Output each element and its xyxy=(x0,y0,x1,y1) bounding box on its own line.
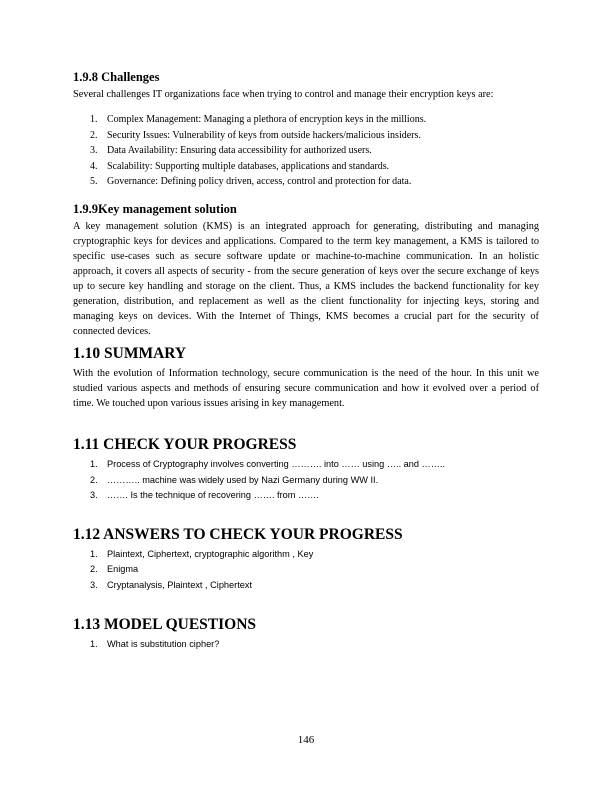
list-item: 1. Process of Cryptography involves converting ………. into …… using ….. and …….. xyxy=(90,458,446,469)
list-item: 2. Enigma xyxy=(90,564,139,575)
section-heading-answers: 1.12 ANSWERS TO CHECK YOUR PROGRESS xyxy=(73,525,403,543)
list-item: 3. Data Availability: Ensuring data accessibility for authorized users. xyxy=(90,145,372,157)
section-heading-kms: 1.9.9Key management solution xyxy=(73,201,237,216)
list-item: 2. Security Issues: Vulnerability of keys from outside hackers/malicious insiders. xyxy=(90,129,421,141)
list-item: 4. Scalability: Supporting multiple databases, applications and standards. xyxy=(90,160,390,172)
summary-paragraph: With the evolution of Information technology, secure communication is the need of the hour. In this unit we studied various aspects and methods of ensuring secure communication and how it evolved over a period of time. We touched upon various issues arising in key management. xyxy=(73,367,539,409)
challenges-intro: Several challenges IT organizations face when trying to control and manage their encryption keys are: xyxy=(73,89,494,100)
check-progress-list xyxy=(73,457,539,504)
list-item: 3. ……. Is the technique of recovering ……. from ……. xyxy=(90,490,319,501)
list-item: 1. What is substitution cipher? xyxy=(90,638,220,649)
section-heading-summary: 1.10 SUMMARY xyxy=(73,344,187,362)
list-item: 3. Cryptanalysis, Plaintext , Ciphertext xyxy=(90,579,253,590)
section-heading-check-progress: 1.11 CHECK YOUR PROGRESS xyxy=(73,435,297,453)
list-item: 1. Plaintext, Ciphertext, cryptographic algorithm , Key xyxy=(90,548,314,559)
list-item: 2. ……….. machine was widely used by Nazi Germany during WW II. xyxy=(90,474,379,485)
kms-paragraph: A key management solution (KMS) is an integrated approach for generating, distributing and managing cryptographic keys for devices and applications. Compared to the term key management, a KMS is tailored to specific use-cases such as secure software update or machine-to-machine communication. In an holistic approach, it covers all aspects of security - from the secure generation of keys over the secure exchange of keys up to secure key handling and storage on the client. Thus, a KMS includes the backend functionality for key generation, distribution, and replacement as well as the client functionality for injecting keys, storing and managing keys on devices. With the Internet of Things, KMS becomes a crucial part for the security of connected devices. xyxy=(73,220,539,337)
page-number: 146 xyxy=(297,734,315,746)
list-item: 5. Governance: Defining policy driven, access, control and protection for data. xyxy=(90,176,412,188)
section-heading-challenges: 1.9.8 Challenges xyxy=(73,70,160,84)
list-item: 1. Complex Management: Managing a plethora of encryption keys in the millions. xyxy=(90,114,427,125)
model-questions-list xyxy=(73,637,539,653)
answers-list xyxy=(73,547,539,594)
document-page xyxy=(73,70,539,652)
challenges-list xyxy=(73,112,539,190)
section-heading-model-questions: 1.13 MODEL QUESTIONS xyxy=(73,615,257,633)
